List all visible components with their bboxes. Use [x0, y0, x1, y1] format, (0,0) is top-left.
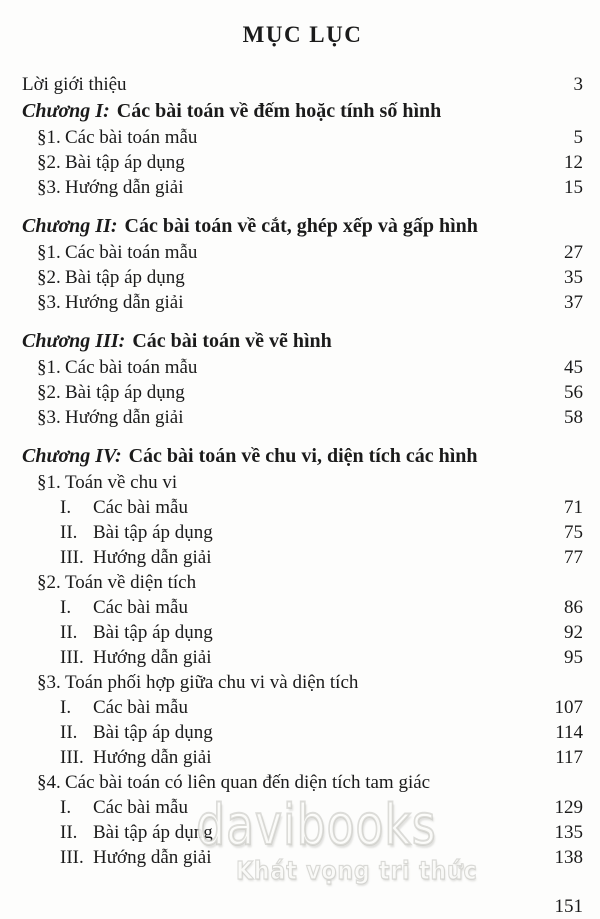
toc-page-number: 129 [554, 797, 583, 818]
toc-entry-row [22, 150, 583, 175]
toc-page-number: 27 [564, 242, 583, 263]
toc-page-number: 86 [564, 597, 583, 618]
toc-entry-number: I. [60, 597, 72, 618]
toc-entry-label: Toán về diện tích [65, 572, 197, 593]
toc-page-number: 5 [573, 127, 583, 148]
toc-entry-number: I. [60, 697, 72, 718]
toc-entry-number: §3. [37, 177, 61, 198]
toc-page-number: 56 [564, 382, 583, 403]
toc-entry-label: Bài tập áp dụng [93, 522, 213, 543]
toc-entry-number: §1. [37, 127, 61, 148]
toc-entry-label: Hướng dẫn giải [65, 177, 184, 198]
chapter-number-label: Chương IV: [22, 445, 122, 467]
toc-chapter-row [22, 327, 583, 355]
chapter-title-label: Các bài toán về chu vi, diện tích các hình [128, 445, 478, 467]
toc-entry-number: II. [60, 622, 78, 643]
toc-entry-label: Bài tập áp dụng [65, 267, 185, 288]
toc-chapter-row [22, 212, 583, 240]
toc-entry-row [22, 645, 583, 670]
toc-entry-label: Các bài mẫu [93, 497, 188, 518]
toc-entry-row [22, 405, 583, 430]
toc-entry-label: Lời giới thiệu [22, 74, 127, 95]
page-title: MỤC LỤC [242, 22, 363, 47]
toc-entry-number: §2. [37, 267, 61, 288]
toc-chapter-row [22, 442, 583, 470]
toc-entry-number: III. [60, 747, 84, 768]
toc-page-number: 15 [564, 177, 583, 198]
toc-entry-label: Các bài mẫu [93, 697, 188, 718]
toc-page-number: 107 [554, 697, 583, 718]
toc-entry-number: II. [60, 722, 78, 743]
toc-entry-number: §1. [37, 242, 61, 263]
toc-page-number: 75 [564, 522, 583, 543]
chapter-title-label: Các bài toán về vẽ hình [132, 330, 332, 352]
toc-entry-row [22, 175, 583, 200]
toc-entry-number: §2. [37, 382, 61, 403]
toc-entry-label: Các bài toán mẫu [65, 242, 198, 263]
toc-entry-label: Các bài mẫu [93, 597, 188, 618]
toc-entry-label: Hướng dẫn giải [65, 407, 184, 428]
toc-section-row [22, 570, 583, 595]
chapter-number-label: Chương III: [22, 330, 126, 352]
toc-entry-row [22, 290, 583, 315]
toc-entry-label: Các bài toán mẫu [65, 127, 198, 148]
toc-entry-row [22, 72, 583, 97]
toc-page-number: 114 [555, 722, 583, 743]
toc-entry-row [22, 495, 583, 520]
toc-entry-number: I. [60, 797, 72, 818]
toc-entry-number: §1. [37, 357, 61, 378]
toc-page-number: 95 [564, 647, 583, 668]
toc-entry-number: §2. [37, 572, 61, 593]
toc-section-row [22, 770, 583, 795]
toc-entry-number: II. [60, 822, 78, 843]
toc-page-number: 71 [564, 497, 583, 518]
toc-chapter-row [22, 97, 583, 125]
toc-entry-label: Hướng dẫn giải [93, 647, 212, 668]
toc-entry-row [22, 720, 583, 745]
toc-entry-row [22, 745, 583, 770]
toc-entry-number: §3. [37, 407, 61, 428]
davibooks-slogan-text: Khát vọng tri thức [236, 856, 478, 885]
davibooks-logo-text: davibooks [196, 793, 437, 858]
toc-entry-number: III. [60, 647, 84, 668]
toc-entry-row [22, 595, 583, 620]
chapter-number-label: Chương II: [22, 215, 118, 237]
toc-page-number: 117 [555, 747, 583, 768]
toc-page-number: 135 [554, 822, 583, 843]
toc-entry-row [22, 620, 583, 645]
toc-entry-row [22, 520, 583, 545]
toc-entry-label: Toán về chu vi [65, 472, 178, 493]
toc-entry-row [22, 795, 583, 820]
toc-entry-label: Các bài mẫu [93, 797, 188, 818]
toc-entry-row [22, 355, 583, 380]
toc-entry-label: Bài tập áp dụng [93, 822, 213, 843]
toc-entry-label: Hướng dẫn giải [93, 747, 212, 768]
toc-entry-label: Bài tập áp dụng [65, 152, 185, 173]
toc-entry-row [22, 820, 583, 845]
toc-page-number: 138 [554, 847, 583, 868]
toc-entry-label: Các bài toán mẫu [65, 357, 198, 378]
toc-page-number: 151 [554, 896, 583, 917]
toc-entry-number: II. [60, 522, 78, 543]
toc-entry-row [22, 545, 583, 570]
toc-entry-number: §3. [37, 672, 61, 693]
toc-page-number: 3 [573, 74, 583, 95]
toc-entry-number: §1. [37, 472, 61, 493]
toc-entry-row [22, 265, 583, 290]
toc-entry-number: III. [60, 547, 84, 568]
chapter-title-label: Các bài toán về cắt, ghép xếp và gấp hình [124, 215, 478, 237]
toc-page-number: 12 [564, 152, 583, 173]
toc-entry-row [22, 125, 583, 150]
toc-section-row [22, 470, 583, 495]
toc-entry-row [22, 695, 583, 720]
toc-section-row [22, 670, 583, 695]
toc-page-number: 92 [564, 622, 583, 643]
toc-entry-label: Hướng dẫn giải [65, 292, 184, 313]
toc-entry-label: Bài tập áp dụng [93, 622, 213, 643]
table-of-contents [22, 72, 583, 919]
toc-entry-number: III. [60, 847, 84, 868]
chapter-number-label: Chương I: [22, 100, 110, 122]
toc-page-number: 35 [564, 267, 583, 288]
toc-page-number: 45 [564, 357, 583, 378]
toc-entry-label: Hướng dẫn giải [93, 547, 212, 568]
toc-entry-label: Bài tập áp dụng [65, 382, 185, 403]
toc-entry-label: Hướng dẫn giải [93, 847, 212, 868]
toc-entry-row [22, 240, 583, 265]
toc-entry-label: Các bài toán có liên quan đến diện tích tam giác [65, 772, 431, 793]
toc-entry-number: §4. [37, 772, 61, 793]
toc-entry-label: Bài tập áp dụng [93, 722, 213, 743]
toc-entry-number: §2. [37, 152, 61, 173]
toc-entry-row [22, 380, 583, 405]
toc-page-number: 58 [564, 407, 583, 428]
toc-entry-number: §3. [37, 292, 61, 313]
toc-page-number: 77 [564, 547, 583, 568]
toc-entry-number: I. [60, 497, 72, 518]
toc-entry-label: Toán phối hợp giữa chu vi và diện tích [65, 672, 359, 693]
toc-page-number: 37 [564, 292, 583, 313]
chapter-title-label: Các bài toán về đếm hoặc tính số hình [116, 100, 442, 122]
toc-entry-row [22, 845, 583, 870]
toc-entry-row [22, 894, 583, 919]
